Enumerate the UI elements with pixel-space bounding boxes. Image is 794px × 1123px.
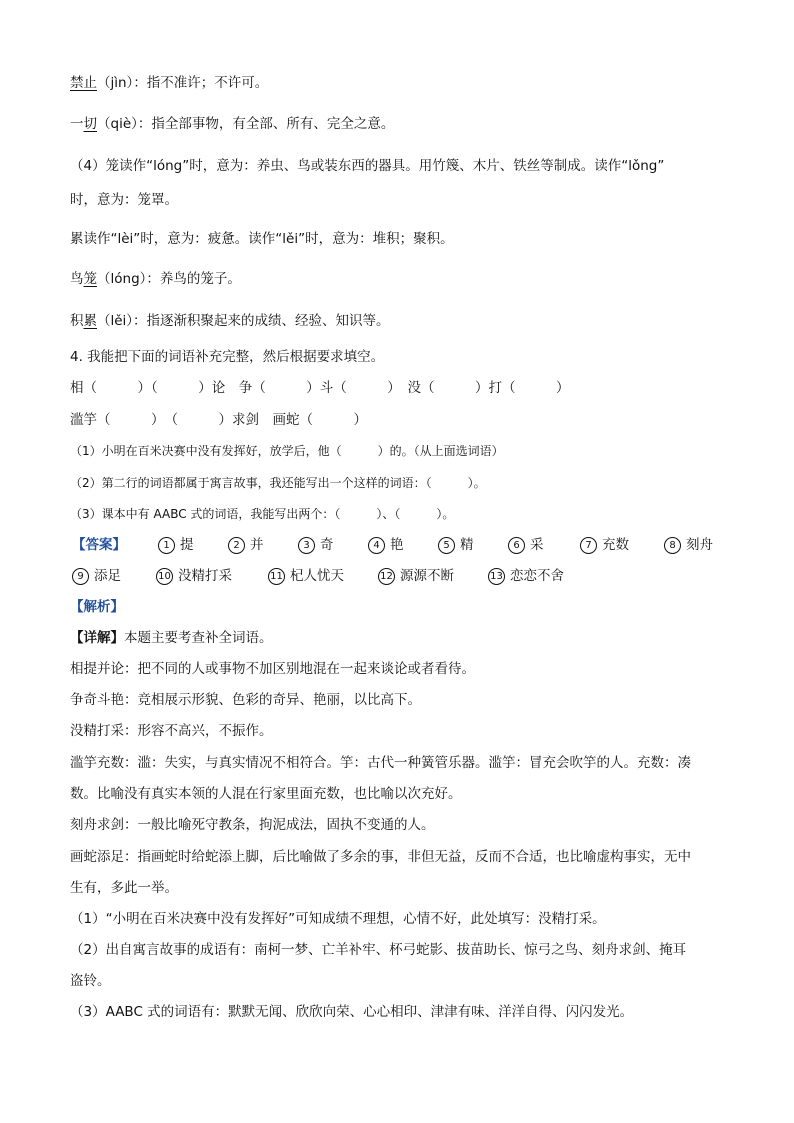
answer-label: 【答案】: [72, 537, 126, 553]
answer-item: [158, 535, 194, 555]
analysis-line: 相提并论：把不同的人或事物不加区别地混在一起来谈论或者看待。: [70, 661, 475, 677]
meaning-jinzhi: ：指不准许；不许可。: [133, 75, 269, 91]
number-badge: 7: [580, 537, 597, 554]
analysis-line: （3）AABC 式的词语有：默默无闻、欣欣向荣、心心相印、津津有味、洋洋自得、闪闪发光。: [70, 1004, 634, 1020]
answer-item: [156, 566, 232, 586]
analysis-line: 没精打采：形容不高兴，不振作。: [70, 723, 273, 739]
meaning-niaolong: （lóng）：养鸟的笼子。: [97, 271, 241, 287]
answer-item: [228, 535, 264, 555]
number-badge: 4: [368, 537, 385, 554]
number-badge: 12: [378, 568, 395, 585]
answer-text: 刻舟: [686, 537, 713, 553]
answer-item: [378, 566, 454, 586]
analysis-line: 刻舟求剑：一般比喻死守教条，拘泥成法，固执不变通的人。: [70, 817, 435, 833]
pinyin-yiqie: （qiè）: [97, 116, 138, 132]
analysis-line: （1）“小明在百米决赛中没有发挥好”可知成绩不理想，心情不好，此处填写：没精打采。: [70, 911, 606, 927]
question-sub-1: （1）小明在百米决赛中没有发挥好，放学后，他（ ）的。（从上面选词语）: [70, 444, 504, 458]
term-niaolong-pre: 鸟: [70, 271, 84, 287]
detail-heading: [70, 628, 273, 648]
analysis-line: （2）出自寓言故事的成语有：南柯一梦、亡羊补牢、杯弓蛇影、拔苗助长、惊弓之鸟、刻舟求剑、掩耳: [70, 942, 687, 958]
question-sub-2: （2）第二行的词语都属于寓言故事，我还能写出一个这样的词语：（ ）。: [70, 476, 486, 490]
def-lei: 累读作“lèi”时，意为：疲惫。读作“lěi”时，意为：堆积；聚积。: [70, 231, 454, 247]
number-badge: 2: [228, 537, 245, 554]
analysis-line: 生有，多此一举。: [70, 880, 178, 896]
number-badge: 9: [72, 568, 89, 585]
detail-label: 【详解】: [70, 630, 124, 646]
number-badge: 8: [664, 537, 681, 554]
answer-text: 充数: [602, 537, 629, 553]
analysis-line: 画蛇添足：指画蛇时给蛇添上脚，后比喻做了多余的事，非但无益，反而不合适，也比喻虚构事实，无中: [70, 849, 691, 865]
def-long-1: （4）笼读作“lóng”时，意为：养虫、鸟或装东西的器具。用竹篾、木片、铁丝等制成。读作“lǒng”: [70, 158, 665, 174]
answer-item: [488, 566, 564, 586]
answer-item: [438, 535, 474, 555]
detail-text: 本题主要考查补全词语。: [124, 630, 273, 646]
number-badge: 3: [298, 537, 315, 554]
number-badge: 5: [438, 537, 455, 554]
question-title: 4. 我能把下面的词语补充完整，然后根据要求填空。: [70, 349, 385, 365]
analysis-line: 盗铃。: [70, 973, 111, 989]
def-jilei: [70, 311, 390, 331]
answer-item: [268, 566, 344, 586]
question-sub-3: （3）课本中有 AABC 式的词语，我能写出两个：（ ）、（ ）。: [70, 507, 455, 521]
def-jinzhi: [70, 73, 268, 93]
meaning-jilei: （lěi）：指逐渐积聚起来的成绩、经验、知识等。: [97, 313, 390, 329]
answer-text: 艳: [390, 537, 404, 553]
term-niaolong-under: 笼: [83, 271, 97, 287]
answer-row-1: [70, 535, 730, 555]
answer-item: [580, 535, 629, 555]
answer-text: 恋恋不舍: [510, 568, 564, 584]
pinyin-jinzhi: （jìn）: [97, 75, 134, 91]
answer-text: 源源不断: [400, 568, 454, 584]
number-badge: 10: [156, 568, 173, 585]
def-niaolong: [70, 269, 241, 289]
answer-item: [298, 535, 334, 555]
term-jilei-under: 累: [83, 313, 97, 329]
answer-text: 奇: [320, 537, 334, 553]
answer-text: 提: [180, 537, 194, 553]
answer-text: 精: [460, 537, 474, 553]
term-jinzhi: 禁止: [70, 75, 97, 91]
term-jilei-pre: 积: [70, 313, 84, 329]
answer-item: [508, 535, 544, 555]
answer-row-2: [70, 566, 730, 586]
answer-text: 并: [250, 537, 264, 553]
def-long-2: 时，意为：笼罩。: [70, 192, 178, 208]
question-row-1: 相（ ）（ ）论 争（ ）斗（ ） 没（ ）打（ ）: [70, 380, 570, 396]
analysis-line: 数。比喻没有真实本领的人混在行家里面充数，也比喻以次充好。: [70, 786, 462, 802]
number-badge: 1: [158, 537, 175, 554]
analysis-label: 【解析】: [70, 599, 124, 615]
answer-text: 没精打采: [178, 568, 232, 584]
answer-text: 采: [530, 537, 544, 553]
answer-item: [368, 535, 404, 555]
def-yiqie: [70, 114, 394, 134]
analysis-line: 争奇斗艳：竞相展示形貌、色彩的奇异、艳丽，以比高下。: [70, 692, 421, 708]
analysis-line: 滥竽充数：滥：失实，与真实情况不相符合。竽：古代一种簧管乐器。滥竽：冒充会吹竽的人。充数：凑: [70, 755, 691, 771]
number-badge: 13: [488, 568, 505, 585]
number-badge: 11: [268, 568, 285, 585]
number-badge: 6: [508, 537, 525, 554]
question-row-2: 滥竽（ ） （ ）求剑 画蛇（ ）: [70, 412, 367, 428]
answer-item: [664, 535, 713, 555]
term-yiqie-under: 切: [83, 116, 97, 132]
answer-text: 杞人忧天: [290, 568, 344, 584]
answer-text: 添足: [94, 568, 121, 584]
term-yiqie-pre: 一: [70, 116, 84, 132]
answer-item: [72, 566, 121, 586]
meaning-yiqie: ：指全部事物，有全部、所有、完全之意。: [137, 116, 395, 132]
